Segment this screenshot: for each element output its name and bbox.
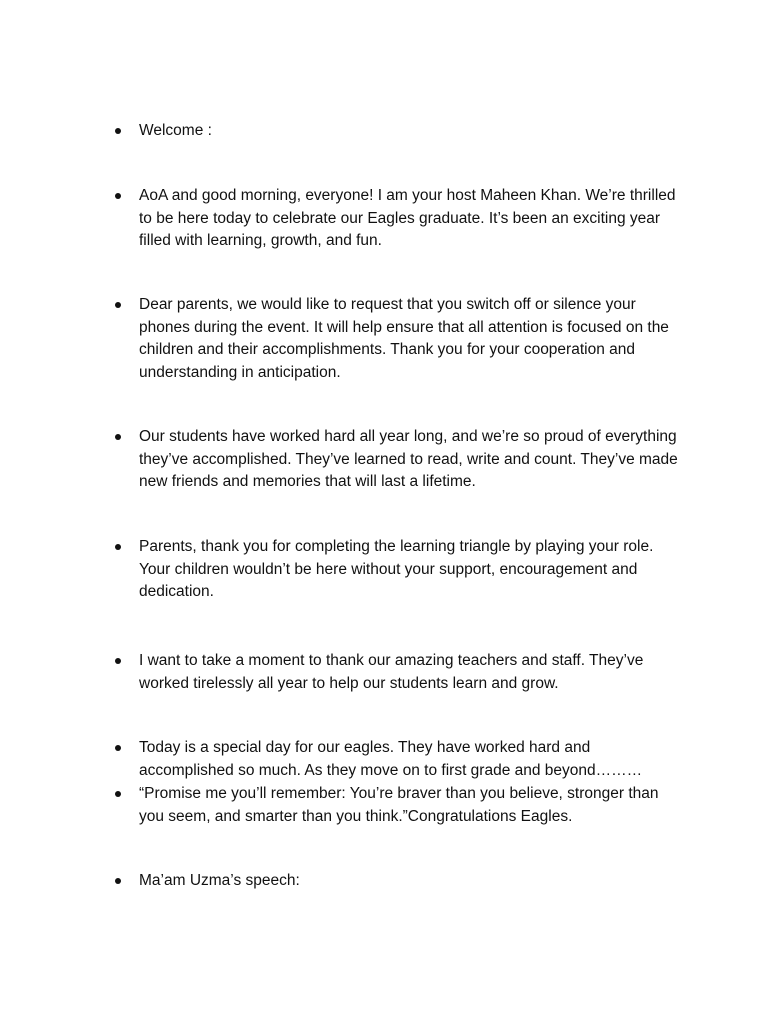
list-item xyxy=(139,737,684,782)
list-item xyxy=(139,783,684,828)
bullet-icon xyxy=(115,878,121,884)
list-item-text: I want to take a moment to thank our amazing teachers and staff. They’ve worked tirelessly all year to help our students learn and grow. xyxy=(139,652,644,692)
list-item xyxy=(139,870,684,893)
bullet-icon xyxy=(115,434,121,440)
list-item xyxy=(139,426,684,494)
list-item xyxy=(139,294,684,384)
bullet-icon xyxy=(115,128,121,134)
bullet-icon xyxy=(115,791,121,797)
list-item-text: AoA and good morning, everyone! I am your host Maheen Khan. We’re thrilled to be here today to celebrate our Eagles graduate. It’s been an exciting year filled with learning, growth, and fun. xyxy=(139,187,676,249)
list-item-text: Parents, thank you for completing the learning triangle by playing your role. Your children wouldn’t be here without your support, encouragement and dedication. xyxy=(139,538,654,600)
list-item-text: Today is a special day for our eagles. They have worked hard and accomplished so much. As they move on to first grade and beyond……… xyxy=(139,739,643,779)
list-item-text: Our students have worked hard all year long, and we’re so proud of everything they’ve accomplished. They’ve learned to read, write and count. They’ve made new friends and memories that will last a lifetime. xyxy=(139,428,678,490)
list-item xyxy=(139,536,684,604)
bullet-icon xyxy=(115,193,121,199)
list-item xyxy=(139,120,684,143)
list-item xyxy=(139,650,684,695)
list-item-text: “Promise me you’ll remember: You’re braver than you believe, stronger than you seem, and smarter than you think.”Congratulations Eagles. xyxy=(139,785,659,825)
list-item-text: Welcome : xyxy=(139,122,212,139)
list-item-text: Dear parents, we would like to request that you switch off or silence your phones during the event. It will help ensure that all attention is focused on the children and their accomplishments. Thank you for your cooperation and understanding in anticipation. xyxy=(139,296,669,381)
bullet-icon xyxy=(115,658,121,664)
bullet-icon xyxy=(115,544,121,550)
bullet-icon xyxy=(115,745,121,751)
bullet-icon xyxy=(115,302,121,308)
list-item xyxy=(139,185,684,253)
list-item-text: Ma’am Uzma’s speech: xyxy=(139,872,300,889)
